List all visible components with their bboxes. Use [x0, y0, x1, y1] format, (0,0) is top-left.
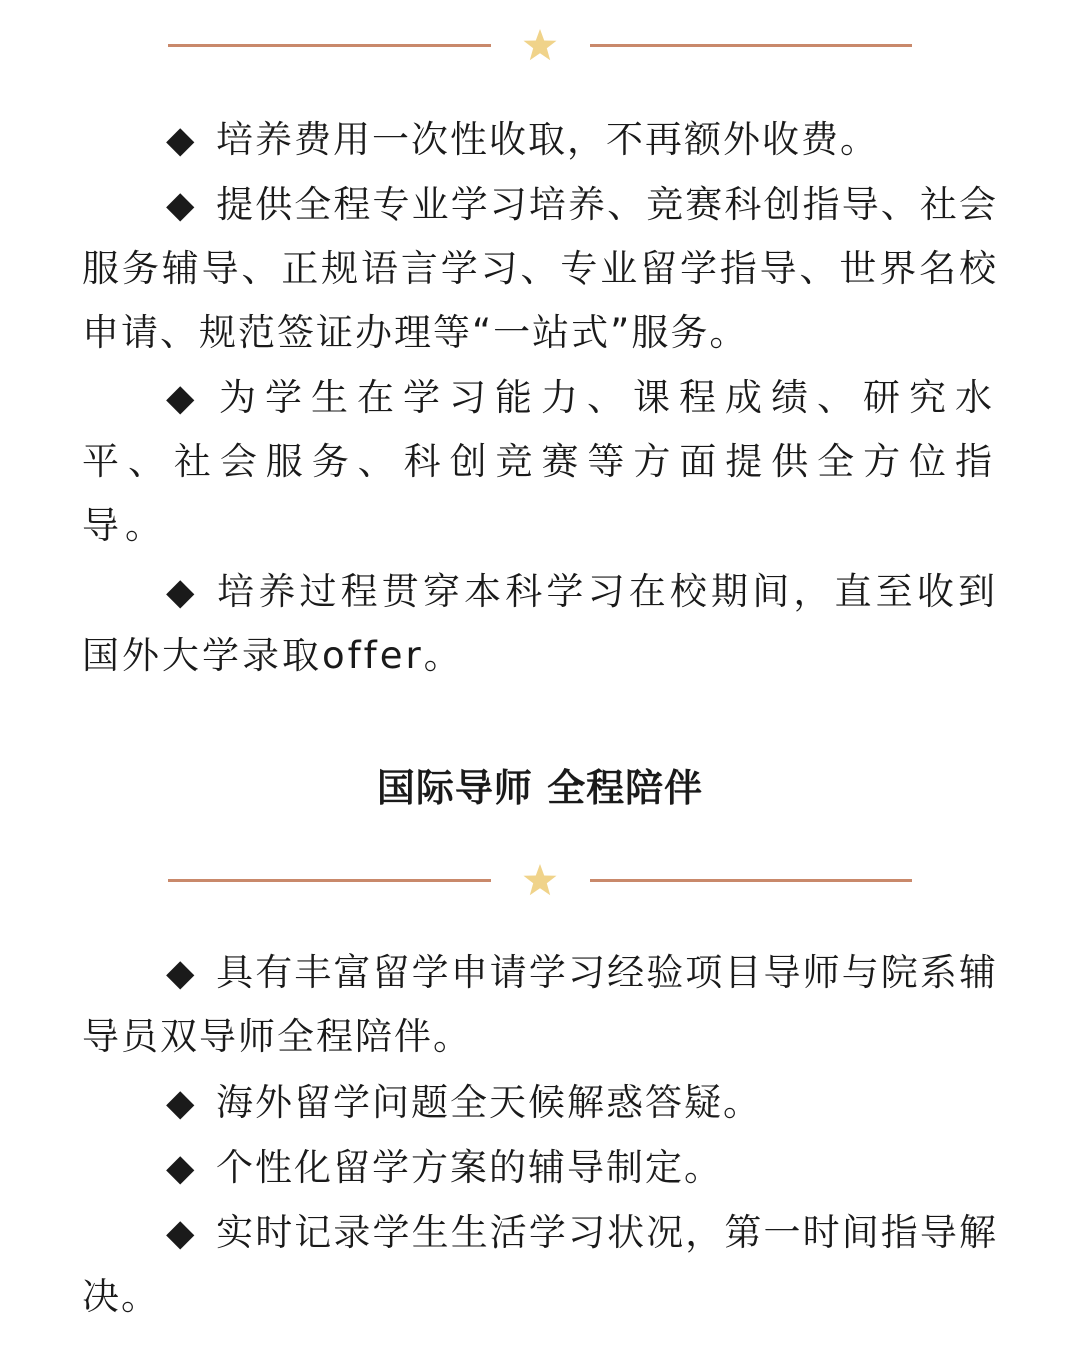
divider-line-right: [590, 44, 912, 47]
diamond-bullet-icon: ◆: [166, 570, 198, 613]
divider-middle: [0, 860, 1080, 900]
diamond-bullet-icon: ◆: [166, 1146, 197, 1189]
divider-line-left: [168, 44, 491, 47]
divider-line-right: [590, 879, 912, 882]
diamond-bullet-icon: ◆: [166, 1211, 197, 1254]
section1-item-3: ◆ 为学生在学习能力、课程成绩、研究水平、社会服务、科创竞赛等方面提供全方位指导。: [82, 366, 998, 558]
section1-item-2: ◆ 提供全程专业学习培养、竞赛科创指导、社会服务辅导、正规语言学习、专业留学指导、世界名校申请、规范签证办理等“一站式”服务。: [82, 173, 998, 365]
section1-item-1: ◆ 培养费用一次性收取，不再额外收费。: [82, 108, 998, 172]
star-icon: [520, 25, 560, 65]
section2-item-1: ◆ 具有丰富留学申请学习经验项目导师与院系辅导员双导师全程陪伴。: [82, 941, 998, 1069]
section2-title: 国际导师 全程陪伴: [376, 766, 704, 810]
diamond-bullet-icon: ◆: [166, 376, 201, 419]
divider-line-left: [168, 879, 491, 882]
section2-item-2: ◆ 海外留学问题全天候解惑答疑。: [82, 1071, 998, 1135]
section1-item-4: ◆ 培养过程贯穿本科学习在校期间，直至收到国外大学录取offer。: [82, 560, 998, 688]
star-icon: [520, 860, 560, 900]
section2-item-4: ◆ 实时记录学生生活学习状况，第一时间指导解决。: [82, 1201, 998, 1329]
diamond-bullet-icon: ◆: [166, 951, 197, 994]
divider-top: [0, 25, 1080, 65]
diamond-bullet-icon: ◆: [166, 183, 197, 226]
section2-item-3: ◆ 个性化留学方案的辅导制定。: [82, 1136, 998, 1200]
diamond-bullet-icon: ◆: [166, 1081, 197, 1124]
diamond-bullet-icon: ◆: [166, 118, 197, 161]
